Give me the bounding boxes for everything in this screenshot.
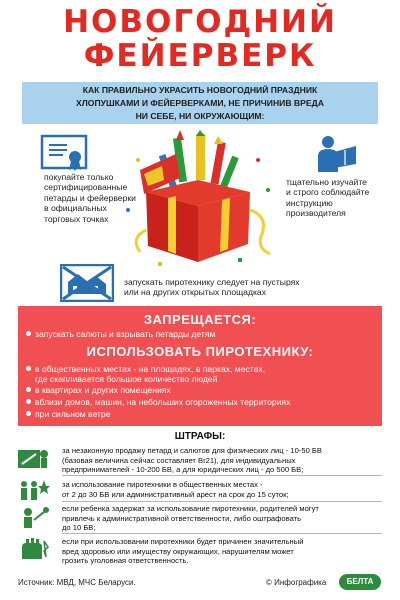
fines-divider-1 [62,475,382,476]
people-fireworks-icon [16,478,50,502]
forbidden-heading: ЗАПРЕЩАЕТСЯ: [143,312,257,327]
gift-box-fireworks-icon [118,130,278,268]
forbidden-item-wind: при сильном ветре [26,409,111,419]
pyrotechnics-heading: ИСПОЛЬЗОВАТЬ ПИРОТЕХНИКУ: [86,344,314,359]
forbidden-item-public: в общественных местах - на площадях, в парках, местах, где скапливается большое количество людей [26,364,265,384]
question-line-3: НИ СЕБЕ, НИ ОКРУЖАЮЩИМ: [135,111,265,121]
fine-item-public: за использование пиротехники в общественных местах - от 2 до 30 БВ или административный арест на срок до 15 суток; [62,480,289,499]
injured-hand-icon [16,537,50,561]
tip-study-text: тщательно изучайте и строго соблюдайте инструкцию производителя [286,177,370,219]
question-line-1: КАК ПРАВИЛЬНО УКРАСИТЬ НОВОГОДНИЙ ПРАЗДНИК [82,85,318,95]
fines-divider-3 [62,533,382,534]
question-banner [22,82,378,124]
forbidden-item-houses: вблизи домов, машин, на небольших огороженных территориях [26,397,290,407]
fine-item-child: если ребенка задержат за использование пиротехники, родителей могут привлечь к административной ответственности, либо оштрафовать до 10 БВ; [62,504,319,533]
fine-item-selling: за незаконную продажу петард и салютов для физических лиц - 10-50 БВ (базовая величина сейчас составляет Br21), для индивидуальных предпринимателей - 10-200 БВ, а для юридических лиц - до 500 БВ; [62,446,322,475]
fines-title: ШТРАФЫ: [174,431,226,442]
no-houses-icon [60,264,114,302]
fine-item-damage: если при использовании пиротехники будет причинен значительный вред здоровью или имуществу окружающих, нарушителям может грозить уголовная ответственность. [62,537,304,566]
child-fireworks-icon [16,506,50,530]
fines-divider-2 [62,501,382,502]
source-text: Источник: МВД, МЧС Беларуси. [18,578,136,587]
tip-buy-text: покупайте только сертифицированные петарды и фейерверки в официальных торговых точках [44,172,136,224]
forbidden-item-children: запускать салюты и взрывать петарды детям [26,329,215,339]
certificate-icon [40,134,88,172]
title-line-2: ФЕЙЕРВЕРК [83,38,317,74]
belta-logo: БЕЛТА [339,574,381,590]
tip-launch-text: запускать пиротехнику следует на пустырях или на других открытых площадках [124,277,300,298]
forbidden-item-apartments: в квартирах и других помещениях [26,385,171,395]
credit-text: © Инфографика [266,578,327,587]
title-line-1: НОВОГОДНИЙ [63,4,337,40]
reading-person-icon [312,134,360,174]
selling-fireworks-icon [16,446,50,470]
question-line-2: ХЛОПУШКАМИ И ФЕЙЕРВЕРКАМИ, НЕ ПРИЧИНИВ ВРЕДА [76,98,324,108]
